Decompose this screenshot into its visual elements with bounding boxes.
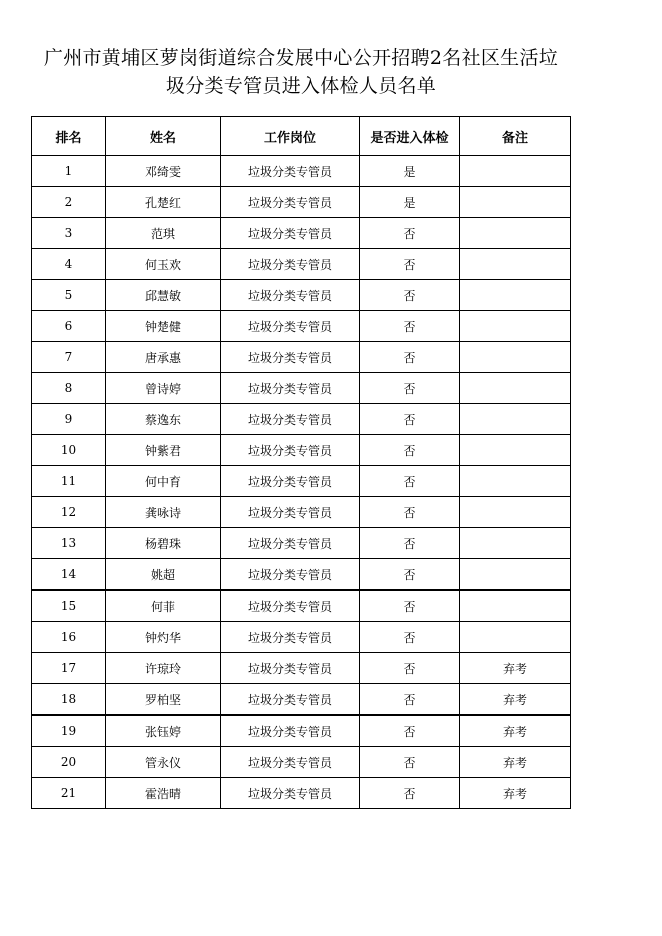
cell-rank: 21 <box>32 778 106 809</box>
cell-name: 杨碧珠 <box>106 528 221 559</box>
cell-rank: 8 <box>32 373 106 404</box>
cell-name: 管永仪 <box>106 747 221 778</box>
cell-name: 何玉欢 <box>106 249 221 280</box>
cell-medical-exam: 否 <box>360 249 460 280</box>
cell-name: 邓绮雯 <box>106 156 221 187</box>
table-row <box>32 622 571 653</box>
cell-medical-exam: 否 <box>360 528 460 559</box>
cell-remarks: 弃考 <box>460 778 571 809</box>
cell-name: 钟灼华 <box>106 622 221 653</box>
cell-remarks <box>460 249 571 280</box>
cell-position: 垃圾分类专管员 <box>221 466 360 497</box>
cell-position: 垃圾分类专管员 <box>221 653 360 684</box>
cell-remarks <box>460 218 571 249</box>
cell-medical-exam: 否 <box>360 590 460 622</box>
cell-medical-exam: 否 <box>360 466 460 497</box>
document-title-line-1: 广州市黄埔区萝岗街道综合发展中心公开招聘2名社区生活垃 <box>43 47 559 69</box>
table-row <box>32 684 571 716</box>
cell-remarks <box>460 187 571 218</box>
cell-name: 曾诗婷 <box>106 373 221 404</box>
cell-medical-exam: 否 <box>360 218 460 249</box>
table-row <box>32 280 571 311</box>
cell-remarks <box>460 311 571 342</box>
cell-name: 罗柏坚 <box>106 684 221 716</box>
cell-position: 垃圾分类专管员 <box>221 187 360 218</box>
cell-position: 垃圾分类专管员 <box>221 747 360 778</box>
cell-rank: 11 <box>32 466 106 497</box>
header-medical-exam: 是否进入体检 <box>360 117 460 156</box>
table-row <box>32 715 571 747</box>
cell-position: 垃圾分类专管员 <box>221 311 360 342</box>
cell-remarks <box>460 373 571 404</box>
table-row <box>32 778 571 809</box>
cell-position: 垃圾分类专管员 <box>221 280 360 311</box>
cell-rank: 10 <box>32 435 106 466</box>
cell-name: 霍浩晴 <box>106 778 221 809</box>
cell-medical-exam: 否 <box>360 715 460 747</box>
cell-medical-exam: 否 <box>360 684 460 716</box>
cell-remarks: 弃考 <box>460 684 571 716</box>
cell-remarks <box>460 590 571 622</box>
cell-rank: 13 <box>32 528 106 559</box>
cell-name: 张钰婷 <box>106 715 221 747</box>
table-row <box>32 373 571 404</box>
cell-rank: 9 <box>32 404 106 435</box>
cell-remarks <box>460 466 571 497</box>
cell-medical-exam: 否 <box>360 435 460 466</box>
cell-position: 垃圾分类专管员 <box>221 342 360 373</box>
table-row <box>32 559 571 591</box>
cell-remarks <box>460 622 571 653</box>
cell-rank: 2 <box>32 187 106 218</box>
cell-rank: 19 <box>32 715 106 747</box>
cell-position: 垃圾分类专管员 <box>221 778 360 809</box>
cell-name: 钟楚健 <box>106 311 221 342</box>
table-row <box>32 497 571 528</box>
cell-remarks <box>460 528 571 559</box>
cell-medical-exam: 否 <box>360 653 460 684</box>
table-row <box>32 249 571 280</box>
cell-position: 垃圾分类专管员 <box>221 497 360 528</box>
cell-rank: 6 <box>32 311 106 342</box>
cell-position: 垃圾分类专管员 <box>221 249 360 280</box>
cell-rank: 1 <box>32 156 106 187</box>
cell-medical-exam: 否 <box>360 622 460 653</box>
table-row <box>32 342 571 373</box>
cell-medical-exam: 否 <box>360 373 460 404</box>
cell-medical-exam: 是 <box>360 156 460 187</box>
cell-position: 垃圾分类专管员 <box>221 156 360 187</box>
cell-rank: 20 <box>32 747 106 778</box>
table-row <box>32 747 571 778</box>
cell-name: 钟紫君 <box>106 435 221 466</box>
cell-name: 何中育 <box>106 466 221 497</box>
cell-name: 孔楚红 <box>106 187 221 218</box>
header-position: 工作岗位 <box>221 117 360 156</box>
cell-remarks: 弃考 <box>460 747 571 778</box>
table-row <box>32 528 571 559</box>
table-row <box>32 466 571 497</box>
table-row <box>32 590 571 622</box>
cell-rank: 12 <box>32 497 106 528</box>
cell-remarks: 弃考 <box>460 715 571 747</box>
cell-rank: 15 <box>32 590 106 622</box>
header-name: 姓名 <box>106 117 221 156</box>
cell-remarks <box>460 342 571 373</box>
table-row <box>32 187 571 218</box>
cell-remarks <box>460 404 571 435</box>
cell-remarks <box>460 559 571 591</box>
cell-rank: 4 <box>32 249 106 280</box>
cell-name: 范琪 <box>106 218 221 249</box>
cell-medical-exam: 否 <box>360 559 460 591</box>
cell-rank: 14 <box>32 559 106 591</box>
cell-remarks <box>460 497 571 528</box>
cell-position: 垃圾分类专管员 <box>221 528 360 559</box>
header-remarks: 备注 <box>460 117 571 156</box>
cell-medical-exam: 否 <box>360 747 460 778</box>
cell-position: 垃圾分类专管员 <box>221 435 360 466</box>
cell-remarks <box>460 280 571 311</box>
cell-remarks: 弃考 <box>460 653 571 684</box>
cell-remarks <box>460 435 571 466</box>
cell-position: 垃圾分类专管员 <box>221 684 360 716</box>
cell-name: 蔡逸东 <box>106 404 221 435</box>
document-title <box>30 44 572 100</box>
cell-medical-exam: 否 <box>360 778 460 809</box>
table-row <box>32 156 571 187</box>
cell-position: 垃圾分类专管员 <box>221 404 360 435</box>
cell-rank: 17 <box>32 653 106 684</box>
cell-position: 垃圾分类专管员 <box>221 559 360 591</box>
cell-position: 垃圾分类专管员 <box>221 590 360 622</box>
cell-name: 龚咏诗 <box>106 497 221 528</box>
cell-medical-exam: 是 <box>360 187 460 218</box>
cell-position: 垃圾分类专管员 <box>221 373 360 404</box>
cell-rank: 5 <box>32 280 106 311</box>
cell-name: 邱慧敏 <box>106 280 221 311</box>
cell-medical-exam: 否 <box>360 342 460 373</box>
cell-rank: 16 <box>32 622 106 653</box>
cell-medical-exam: 否 <box>360 404 460 435</box>
cell-remarks <box>460 156 571 187</box>
cell-medical-exam: 否 <box>360 311 460 342</box>
cell-name: 许琼玲 <box>106 653 221 684</box>
cell-position: 垃圾分类专管员 <box>221 622 360 653</box>
cell-medical-exam: 否 <box>360 497 460 528</box>
candidate-table <box>31 116 571 809</box>
table-row <box>32 653 571 684</box>
table-body <box>32 156 571 809</box>
table-row <box>32 404 571 435</box>
cell-rank: 18 <box>32 684 106 716</box>
table-row <box>32 311 571 342</box>
cell-medical-exam: 否 <box>360 280 460 311</box>
cell-name: 姚超 <box>106 559 221 591</box>
cell-name: 唐承惠 <box>106 342 221 373</box>
cell-position: 垃圾分类专管员 <box>221 715 360 747</box>
table-row <box>32 218 571 249</box>
cell-position: 垃圾分类专管员 <box>221 218 360 249</box>
header-rank: 排名 <box>32 117 106 156</box>
document-title-line-2: 圾分类专管员进入体检人员名单 <box>165 75 437 97</box>
cell-rank: 7 <box>32 342 106 373</box>
table-header-row <box>32 117 571 156</box>
cell-rank: 3 <box>32 218 106 249</box>
table-row <box>32 435 571 466</box>
cell-name: 何菲 <box>106 590 221 622</box>
